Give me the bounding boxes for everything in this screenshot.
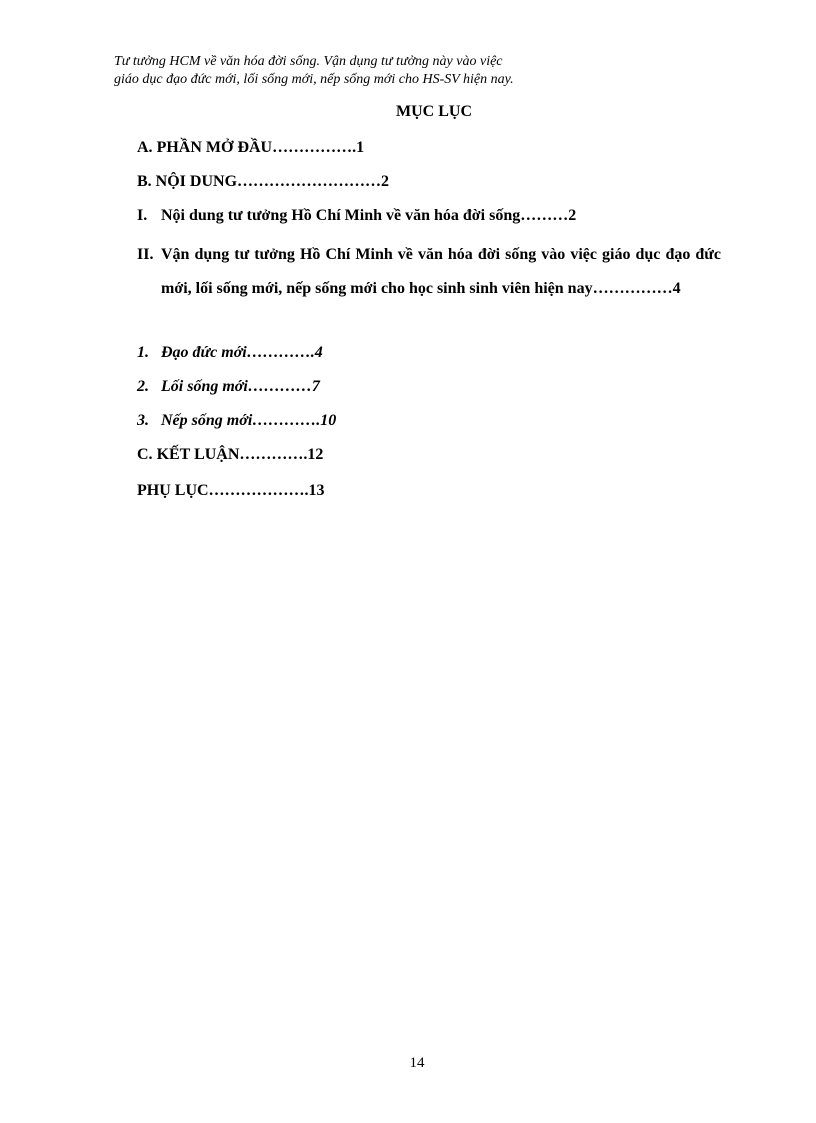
toc-entry-ii-body (137, 238, 721, 306)
toc-entry-3 (137, 410, 336, 432)
toc-entry-marker: 1. (137, 344, 149, 361)
toc-entry-2 (137, 376, 320, 398)
toc-entry-i (137, 205, 576, 227)
header-line-2: giáo dục đạo đức mới, lối sống mới, nếp sống mới cho HS-SV hiện nay. (114, 72, 514, 87)
toc-entry-text: KẾT LUẬN………….12 (156, 446, 324, 463)
toc-entry-marker: 2. (137, 378, 149, 395)
toc-entry-text: NỘI DUNG………………………2 (155, 173, 390, 190)
running-header (114, 53, 634, 89)
toc-entry-marker: A. (137, 139, 153, 156)
toc-entry-marker: II. (137, 246, 154, 263)
toc-entry-marker: B. (137, 173, 152, 190)
toc-entry-text: Nếp sống mới………….10 (161, 412, 337, 429)
toc-entry-marker: I. (137, 207, 148, 224)
toc-entry-a (137, 137, 364, 159)
toc-title: MỤC LỤC (396, 103, 472, 120)
toc-entry-marker: 3. (137, 412, 149, 429)
toc-entry-text: Lối sống mới…………7 (161, 378, 320, 395)
toc-entry-1 (137, 342, 323, 364)
toc-entry-appendix (137, 480, 325, 502)
toc-entry-text: PHẦN MỞ ĐẦU…………….1 (156, 139, 365, 156)
toc-entry-text: Nội dung tư tưởng Hồ Chí Minh về văn hóa đời sống………2 (161, 207, 577, 224)
toc-entry-text: Đạo đức mới………….4 (161, 344, 323, 361)
toc-entry-c (137, 444, 323, 466)
toc-entry-text: PHỤ LỤC……………….13 (137, 482, 325, 499)
page-number: 14 (409, 1055, 425, 1071)
toc-entry-text: Vận dụng tư tưởng Hồ Chí Minh về văn hóa đời sống vào việc giáo dục đạo đức mới, lối sống mới, nếp sống mới cho học sinh sinh viên hiện nay……………4 (161, 246, 721, 297)
toc-entry-marker: C. (137, 446, 153, 463)
toc-entry-ii (137, 238, 721, 306)
header-line-1: Tư tưởng HCM về văn hóa đời sống. Vận dụng tư tưởng này vào việc (114, 54, 503, 69)
toc-entry-b (137, 171, 389, 193)
